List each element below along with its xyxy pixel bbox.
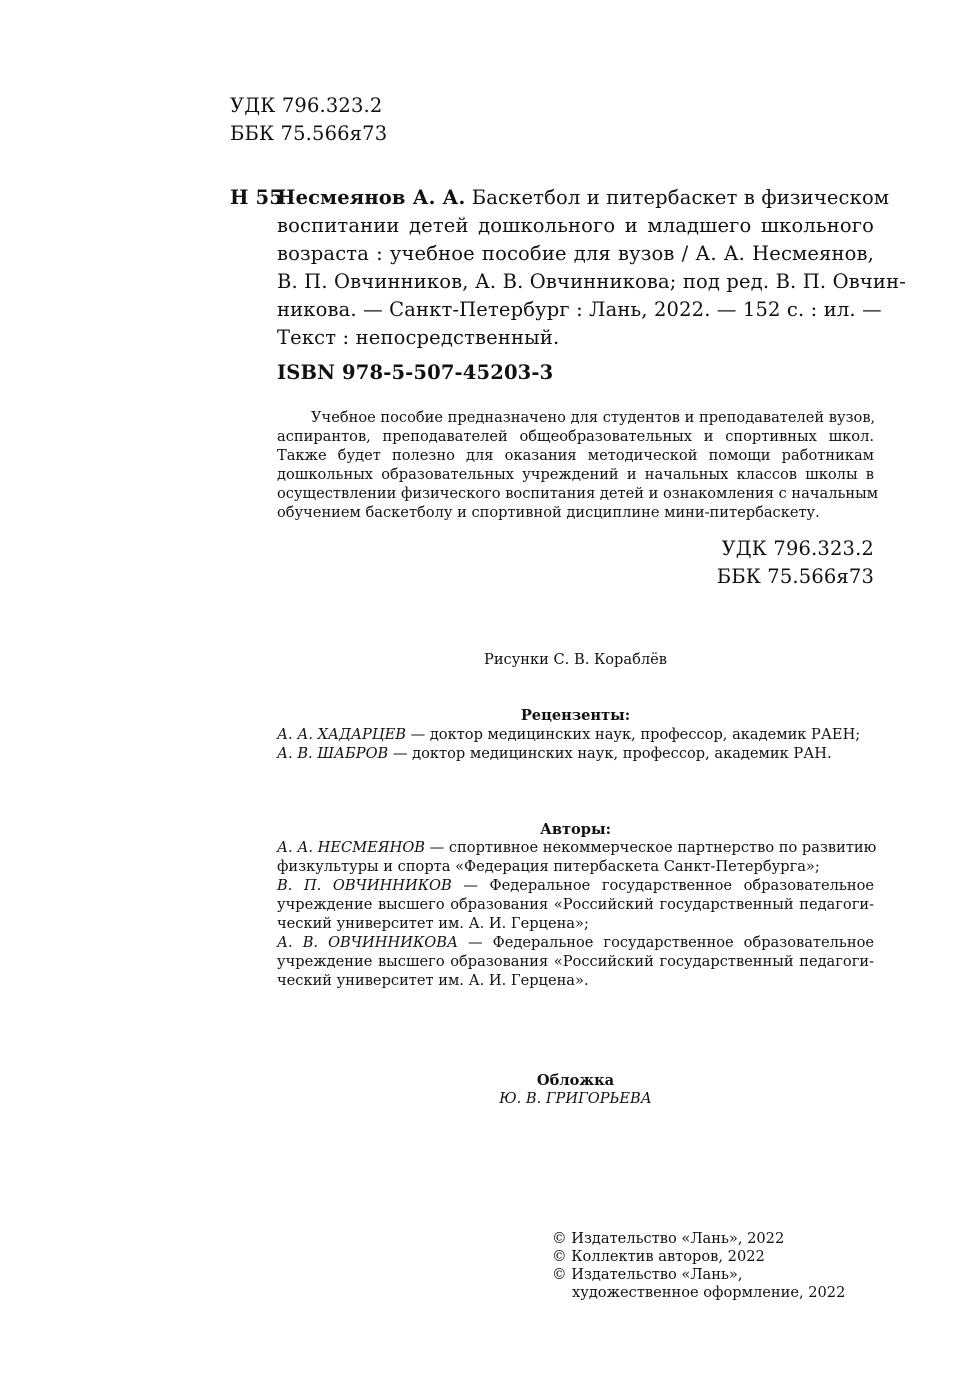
author-item-line — [277, 933, 874, 952]
bib-title-start: Баскетбол и питербаскет в физическом — [465, 186, 890, 209]
annotation-line: Учебное пособие предназначено для студентов и преподавателей вузов, — [311, 409, 876, 426]
authors-list — [277, 838, 877, 990]
author-name: В. П. ОВЧИННИКОВ — [277, 877, 452, 894]
author-affiliation: — Федеральное государственное образовательное — [458, 934, 874, 951]
cover-designer: Ю. В. ГРИГОРЬЕВА — [499, 1090, 652, 1107]
author-item-line — [277, 876, 874, 895]
isbn: ISBN 978-5-507-45203-3 — [277, 361, 554, 384]
bibliographic-description — [277, 184, 906, 352]
reviewer-desc: — доктор медицинских наук, профессор, академик РАЕН; — [405, 726, 861, 743]
author-affiliation: — спортивное некоммерческое партнерство по развитию — [425, 839, 877, 856]
annotation — [277, 408, 879, 522]
bib-line-5: никова. — Санкт-Петербург : Лань, 2022. — 152 с. : ил. — — [277, 298, 882, 321]
annotation-line: аспирантов, преподавателей общеобразовательных и спортивных школ. — [277, 428, 874, 445]
bbk-code-top: ББК 75.566я73 — [230, 122, 388, 145]
bib-line-1 — [277, 184, 890, 212]
authors-title: Авторы: — [539, 821, 612, 838]
copyright-line: художественное оформление, 2022 — [572, 1284, 846, 1301]
annotation-line: обучением баскетболу и спортивной дисциплине мини-питербаскету. — [277, 504, 820, 521]
bib-line-4: В. П. Овчинников, А. В. Овчинникова; под ред. В. П. Овчин- — [277, 270, 906, 293]
reviewer-item — [277, 725, 874, 744]
cover-title: Обложка — [536, 1072, 615, 1089]
author-item-line: ческий университет им. А. И. Герцена». — [277, 972, 589, 989]
copyright-line: © Издательство «Лань», — [552, 1266, 743, 1283]
author-item-line: ческий университет им. А. И. Герцена»; — [277, 915, 589, 932]
bib-line-2: воспитании детей дошкольного и младшего школьного — [277, 214, 874, 237]
reviewer-item — [277, 744, 874, 763]
copyright-line: © Издательство «Лань», 2022 — [552, 1230, 785, 1247]
bbk-code-right: ББК 75.566я73 — [716, 565, 874, 588]
author-name: А. В. ОВЧИННИКОВА — [277, 934, 458, 951]
reviewers-list — [277, 725, 874, 763]
bib-author: Несмеянов А. А. — [277, 186, 466, 209]
copyright-line: © Коллектив авторов, 2022 — [552, 1248, 765, 1265]
copyright-block — [552, 1229, 845, 1301]
author-item-line: физкультуры и спорта «Федерация питербаскета Санкт-Петербурга»; — [277, 858, 820, 875]
reviewer-desc: — доктор медицинских наук, профессор, академик РАН. — [388, 745, 832, 762]
annotation-line: Также будет полезно для оказания методической помощи работникам — [277, 447, 874, 464]
annotation-line: дошкольных образовательных учреждений и начальных классов школы в — [277, 466, 874, 483]
illustrations-credit: Рисунки С. В. Кораблёв — [484, 651, 667, 668]
annotation-line: осуществлении физического воспитания детей и ознакомления с начальным — [277, 485, 879, 502]
reviewers-title: Рецензенты: — [520, 707, 631, 724]
bib-line-3: возраста : учебное пособие для вузов / А. А. Несмеянов, — [277, 242, 874, 265]
udk-code-right: УДК 796.323.2 — [721, 537, 874, 560]
author-name: А. А. НЕСМЕЯНОВ — [277, 839, 426, 856]
bib-line-6: Текст : непосредственный. — [277, 326, 560, 349]
author-item-line: учреждение высшего образования «Российский государственный педагоги- — [277, 953, 874, 970]
author-item-line — [277, 838, 877, 857]
udk-code-top: УДК 796.323.2 — [230, 94, 383, 117]
author-sign: Н 55 — [230, 186, 283, 209]
reviewer-name: А. В. ШАБРОВ — [277, 745, 389, 762]
reviewer-name: А. А. ХАДАРЦЕВ — [277, 726, 406, 743]
author-item-line: учреждение высшего образования «Российский государственный педагоги- — [277, 896, 874, 913]
author-affiliation: — Федеральное государственное образовательное — [451, 877, 874, 894]
